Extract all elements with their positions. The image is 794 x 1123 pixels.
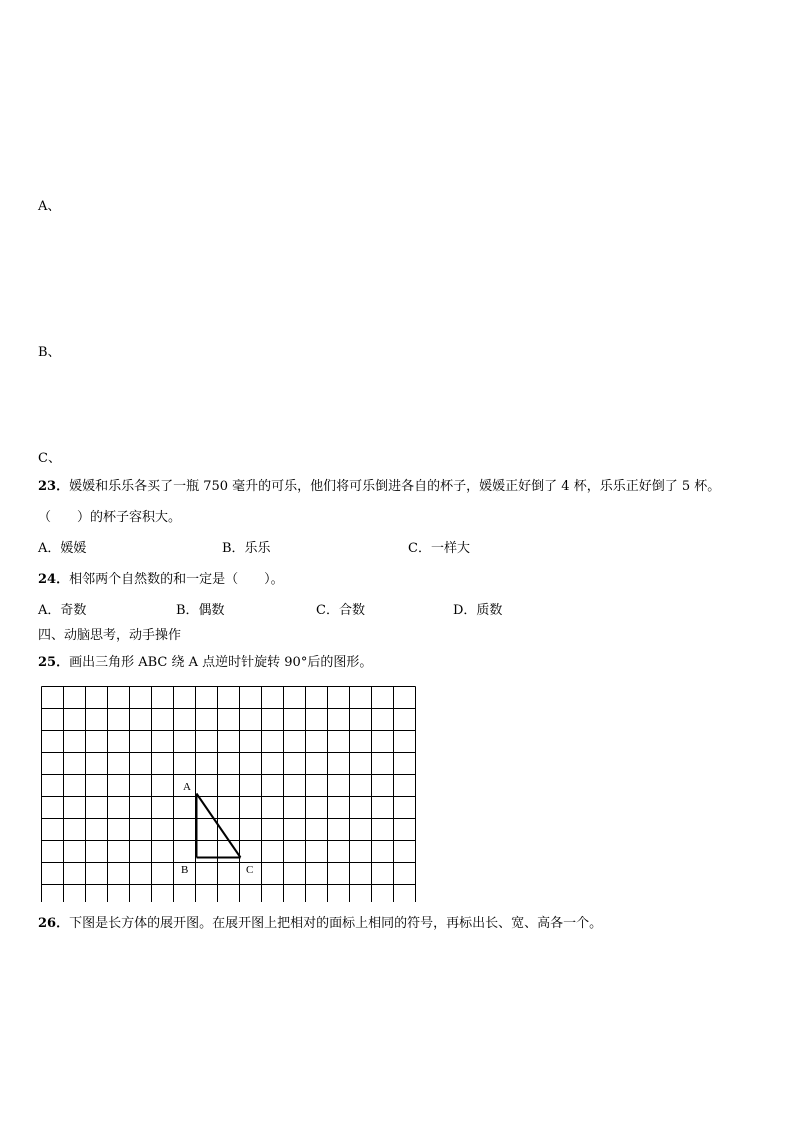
prev-option-b: B、 xyxy=(38,345,61,360)
triangle-side-ac xyxy=(197,794,241,858)
question-24-option-d: D．质数 xyxy=(453,603,503,618)
question-25 xyxy=(38,655,372,671)
vertex-label-b: B xyxy=(181,864,189,876)
question-24-option-c: C．合数 xyxy=(316,603,365,618)
question-23-option-b: B．乐乐 xyxy=(222,541,271,556)
question-23-option-c: C．一样大 xyxy=(408,541,470,556)
question-23-number: 23． xyxy=(38,479,70,494)
question-26-text: 下图是长方体的展开图。在展开图上把相对的面标上相同的符号，再标出长、宽、高各一个。 xyxy=(69,916,603,931)
question-26 xyxy=(38,916,602,932)
question-23 xyxy=(38,479,720,495)
question-24 xyxy=(38,572,284,588)
grid-lines xyxy=(42,687,416,903)
rotation-grid-figure xyxy=(41,686,419,902)
section-4-title: 四、动脑思考，动手操作 xyxy=(38,628,182,643)
prev-option-c: C、 xyxy=(38,451,61,466)
question-23-option-a: A．媛媛 xyxy=(38,541,87,556)
question-24-option-b: B．偶数 xyxy=(176,603,225,618)
question-25-number: 25． xyxy=(38,655,70,670)
question-23-text-2: （ ）的杯子容积大。 xyxy=(38,510,182,525)
question-25-text: 画出三角形 ABC 绕 A 点逆时针旋转 90°后的图形。 xyxy=(69,655,373,670)
question-23-text: 媛媛和乐乐各买了一瓶 750 毫升的可乐，他们将可乐倒进各自的杯子，媛媛正好倒了 4 杯，乐乐正好倒了 5 杯。 xyxy=(69,479,721,494)
question-26-number: 26． xyxy=(38,916,70,931)
vertex-label-a: A xyxy=(183,781,191,793)
vertex-label-c: C xyxy=(246,864,254,876)
question-24-text: 相邻两个自然数的和一定是（ ）。 xyxy=(69,572,284,587)
question-24-option-a: A．奇数 xyxy=(38,603,87,618)
prev-option-a: A、 xyxy=(38,199,61,214)
question-24-number: 24． xyxy=(38,572,70,587)
